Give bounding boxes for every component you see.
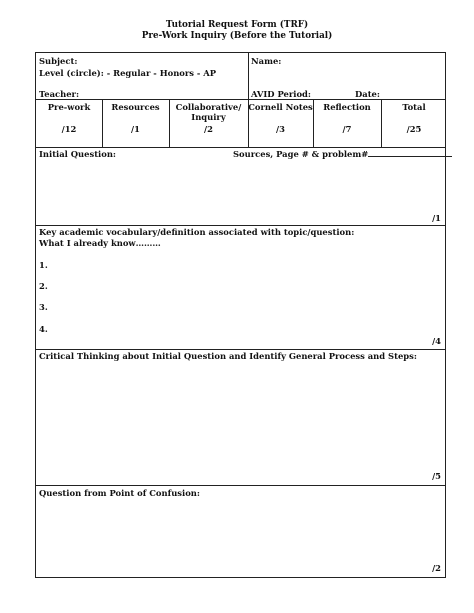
critical-thinking-label: Critical Thinking about Initial Question and Identify General Process and Steps: xyxy=(39,351,417,361)
vocabulary-item[interactable]: 1. xyxy=(39,260,48,270)
initial-question-points: /1 xyxy=(432,213,441,223)
score-cell-prework xyxy=(36,102,102,134)
score-points: /25 xyxy=(406,124,422,134)
score-cell-total xyxy=(381,102,447,134)
info-divider xyxy=(248,53,249,101)
vocabulary-item[interactable]: 2. xyxy=(39,281,48,291)
initial-question-label: Initial Question: xyxy=(39,149,117,159)
avid-period-field[interactable]: AVID Period: xyxy=(251,89,312,99)
score-label: Cornell Notes xyxy=(248,102,313,112)
vocabulary-item[interactable]: 4. xyxy=(39,324,48,334)
vocabulary-sublabel: What I already know……… xyxy=(39,238,161,248)
sources-label: Sources, Page # & problem# xyxy=(233,149,369,159)
section-divider xyxy=(36,349,445,350)
sources-field[interactable] xyxy=(233,149,452,159)
score-cell-cornell-notes xyxy=(248,102,313,134)
level-field[interactable]: Level (circle): - Regular - Honors - AP xyxy=(39,68,217,78)
vocabulary-item[interactable]: 3. xyxy=(39,302,48,312)
name-field[interactable]: Name: xyxy=(251,56,282,66)
score-label: Total xyxy=(402,102,426,112)
score-label-line2: Inquiry xyxy=(191,112,226,122)
score-cell-collaborative xyxy=(169,102,248,134)
score-label: Collaborative/ xyxy=(175,102,242,112)
vocabulary-points: /4 xyxy=(432,336,441,346)
section-divider xyxy=(36,225,445,226)
score-points: /3 xyxy=(276,124,285,134)
subject-field[interactable]: Subject: xyxy=(39,56,78,66)
score-cell-resources xyxy=(102,102,169,134)
score-points: /1 xyxy=(131,124,140,134)
date-field[interactable]: Date: xyxy=(355,89,380,99)
score-points: /12 xyxy=(61,124,77,134)
sources-blank-line xyxy=(368,149,452,157)
confusion-label: Question from Point of Confusion: xyxy=(39,488,200,498)
teacher-field[interactable]: Teacher: xyxy=(39,89,80,99)
score-label: Reflection xyxy=(323,102,371,112)
section-divider xyxy=(36,147,445,148)
score-label: Resources xyxy=(111,102,160,112)
score-points: /7 xyxy=(342,124,352,134)
score-cell-reflection xyxy=(313,102,381,134)
form-header xyxy=(0,20,474,42)
form-subtitle: Pre-Work Inquiry (Before the Tutorial) xyxy=(141,31,333,41)
confusion-points: /2 xyxy=(432,563,441,573)
form-title: Tutorial Request Form (TRF) xyxy=(165,20,309,30)
score-points: /2 xyxy=(204,124,213,134)
score-label: Pre-work xyxy=(47,102,91,112)
critical-thinking-points: /5 xyxy=(432,471,441,481)
vocabulary-label: Key academic vocabulary/definition associated with topic/question: xyxy=(39,227,355,237)
score-row-top-border xyxy=(36,99,445,100)
tutorial-request-form xyxy=(35,52,446,578)
section-divider xyxy=(36,485,445,486)
